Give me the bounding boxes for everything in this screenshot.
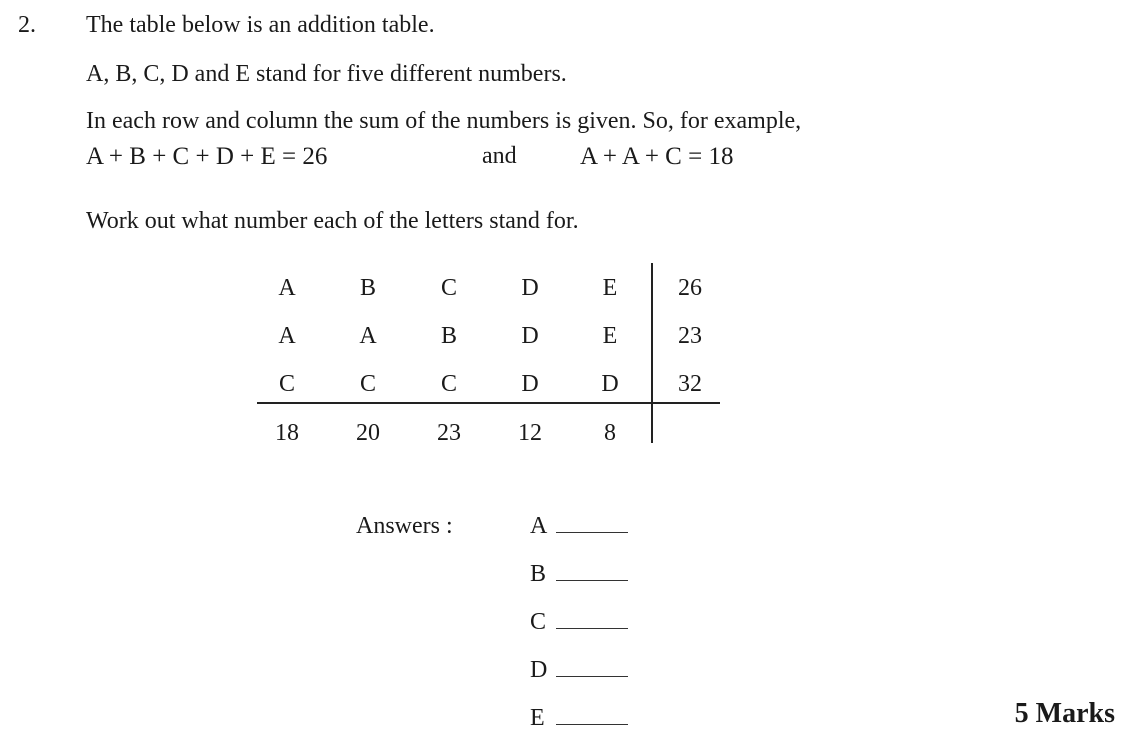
answer-blank-c[interactable] [556, 610, 628, 629]
column-sum: 8 [604, 420, 616, 446]
table-cell: B [440, 323, 457, 349]
answer-blank-b[interactable] [556, 562, 628, 581]
answer-row-c [530, 609, 628, 636]
column-sum: 20 [356, 420, 380, 446]
intro-text: The table below is an addition table. [86, 12, 435, 38]
table-cell: B [359, 275, 376, 301]
table-cell: D [521, 323, 539, 349]
answer-row-b [530, 561, 628, 588]
answer-blank-a[interactable] [556, 514, 628, 533]
answer-row-a [530, 513, 628, 540]
table-cell: C [440, 371, 457, 397]
column-sum: 12 [518, 420, 542, 446]
row-sum: 23 [678, 323, 702, 349]
answer-letter: D [530, 657, 548, 683]
example-equation-row: A + B + C + D + E = 26 [86, 143, 328, 170]
table-sum-divider-vertical [651, 263, 653, 443]
table-cell: E [602, 275, 618, 301]
column-sum: 18 [275, 420, 299, 446]
answer-letter: B [530, 561, 547, 587]
example-equation-column: A + A + C = 18 [580, 143, 734, 170]
answer-letter: C [530, 609, 547, 635]
answers-label: Answers : [356, 513, 453, 539]
answer-blank-e[interactable] [556, 706, 628, 725]
example-conjunction: and [482, 143, 517, 169]
table-cell: A [278, 323, 296, 349]
answer-letter: E [530, 705, 545, 731]
table-cell: A [278, 275, 296, 301]
row-sum: 26 [678, 275, 702, 301]
table-sum-divider-horizontal [257, 402, 720, 404]
answer-blank-d[interactable] [556, 658, 628, 677]
table-cell: D [521, 275, 539, 301]
answer-row-e [530, 705, 628, 732]
table-cell: D [601, 371, 619, 397]
answer-letter: A [530, 513, 548, 539]
row-sum: 32 [678, 371, 702, 397]
table-cell: E [602, 323, 618, 349]
marks-label: 5 Marks [1014, 698, 1115, 729]
table-cell: C [359, 371, 376, 397]
letters-description: A, B, C, D and E stand for five different numbers. [86, 61, 567, 87]
table-cell: C [278, 371, 295, 397]
question-number: 2. [18, 12, 36, 38]
table-cell: D [521, 371, 539, 397]
column-sum: 23 [437, 420, 461, 446]
sum-explanation: In each row and column the sum of the numbers is given. So, for example, [86, 108, 802, 134]
table-cell: A [359, 323, 377, 349]
instruction-text: Work out what number each of the letters stand for. [86, 208, 579, 234]
answer-row-d [530, 657, 628, 684]
table-cell: C [440, 275, 457, 301]
